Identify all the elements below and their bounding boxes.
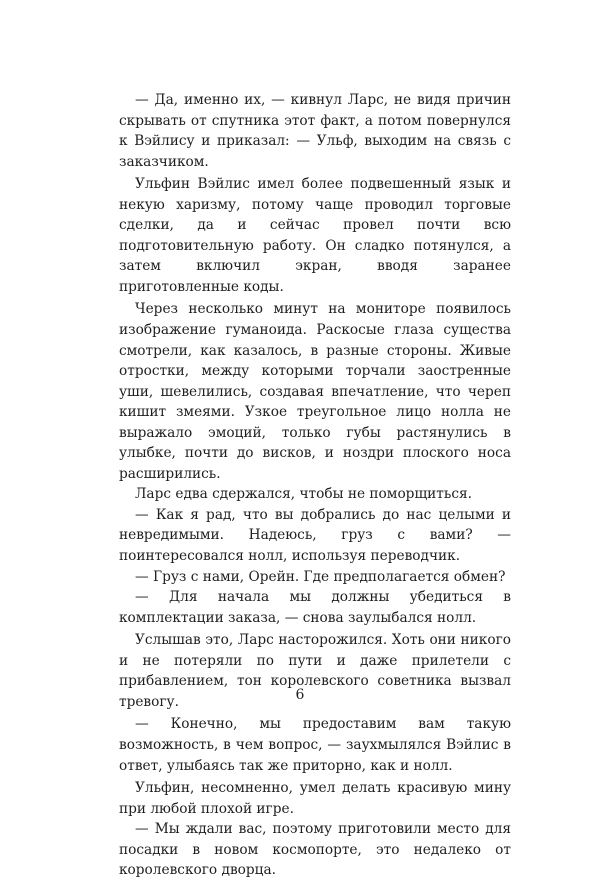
paragraph: Ульфин Вэйлис имел более подвешенный язык и некую харизму, потому чаще проводил торговые сделки, да и сейчас провел почти всю подготовительную работу. Он сладко потянулся, а затем включил экран, вводя заранее приготовленные коды.: [119, 176, 511, 295]
paragraph: Через несколько минут на мониторе появилось изображение гуманоида. Раскосые глаза существа смотрели, как казалось, в разные стороны. Живые отростки, между которыми торчали заостренные уши, шевелились, создавая впечатление, что череп кишит змеями. Узкое треугольное лицо нолла не выражало эмоций, только губы растянулись в улыбке, почти до висков, и ноздри плоского носа расширились.: [119, 301, 511, 482]
paragraph: — Да, именно их, — кивнул Ларс, не видя причин скрывать от спутника этот факт, а потом повернулся к Вэйлису и приказал: — Ульф, выходим на связь с заказчиком.: [119, 92, 511, 170]
paragraph: — Мы ждали вас, поэтому приготовили место для посадки в новом космопорте, это недалеко от королевского дворца.: [119, 821, 511, 879]
paragraph: Ларс едва сдержался, чтобы не поморщиться.: [135, 486, 472, 503]
body-text: [119, 90, 511, 881]
paragraph: — Как я рад, что вы добрались до нас целыми и невредимыми. Надеюсь, груз с вами? — поинтересовался нолл, используя переводчик.: [119, 506, 511, 565]
paragraph: — Конечно, мы предоставим вам такую возможность, в чем вопрос, — заухмылялся Вэйлис в ответ, улыбаясь так же приторно, как и нолл.: [119, 716, 511, 774]
paragraph: Ульфин, несомненно, умел делать красивую мину при любой плохой игре.: [119, 780, 511, 817]
paragraph: — Для начала мы должны убедиться в комплектации заказа, — снова заулыбался нолл.: [119, 589, 511, 626]
paragraph: — Груз с нами, Орейн. Где предполагается обмен?: [135, 568, 506, 585]
paragraph: Услышав это, Ларс насторожился. Хоть они никого и не потеряли по пути и даже прилетели с прибавлением, тон королевского советника вызвал тревогу.: [119, 632, 511, 710]
page-number: 6: [295, 687, 305, 703]
